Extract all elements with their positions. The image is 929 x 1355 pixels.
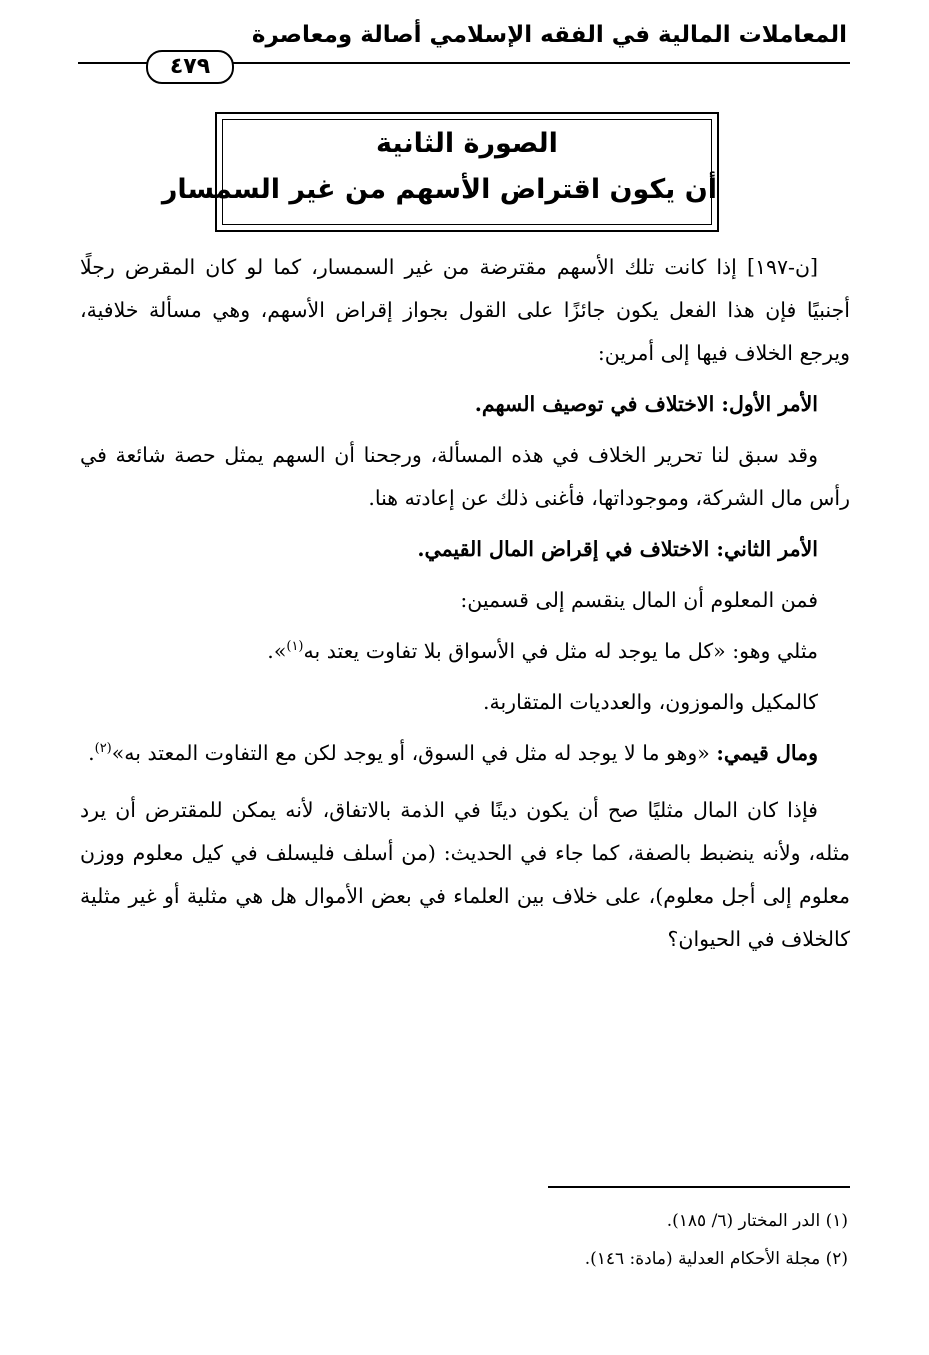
nonfungible-label: ومال قيمي: bbox=[716, 741, 818, 765]
fungible-definition-text: مثلي وهو: «كل ما يوجد له مثل في الأسواق بلا تفاوت يعتد به bbox=[303, 639, 818, 663]
nonfungible-definition-text: «وهو ما لا يوجد له مثل في السوق، أو يوجد لكن مع التفاوت المعتد به» bbox=[111, 741, 717, 765]
second-matter-heading: الأمر الثاني: الاختلاف في إقراض المال القيمي. bbox=[417, 537, 818, 561]
body-text bbox=[80, 246, 850, 961]
paragraph-share-description: وقد سبق لنا تحرير الخلاف في هذه المسألة، ورجحنا أن السهم يمثل حصة شائعة في رأس مال الشركة، وموجوداتها، فأغنى ذلك عن إعادته هنا. bbox=[80, 443, 850, 510]
paragraph-fungible-examples: كالمكيل والموزون، والعدديات المتقاربة. bbox=[482, 690, 818, 714]
page-number: ٤٧٩ bbox=[146, 50, 234, 84]
paragraph-nonfungible-definition bbox=[80, 732, 850, 775]
fungible-definition-end: ». bbox=[267, 639, 287, 663]
section-heading-subtitle: أن يكون اقتراض الأسهم من غير السمسار bbox=[161, 174, 717, 205]
paragraph-division: فمن المعلوم أن المال ينقسم إلى قسمين: bbox=[460, 588, 818, 612]
running-title: المعاملات المالية في الفقه الإسلامي أصالة ومعاصرة bbox=[251, 22, 847, 48]
paragraph-fungible-definition bbox=[80, 630, 850, 673]
section-heading-title: الصورة الثانية bbox=[376, 128, 558, 159]
footnote-separator bbox=[548, 1186, 850, 1188]
footnote-ref-1: (١) bbox=[286, 639, 304, 655]
footnotes bbox=[300, 1202, 848, 1278]
section-heading-frame bbox=[161, 112, 719, 232]
footnote-ref-2: (٢) bbox=[94, 741, 112, 757]
first-matter-heading: الأمر الأول: الاختلاف في توصيف السهم. bbox=[474, 392, 818, 416]
nonfungible-definition-end: . bbox=[88, 741, 95, 765]
paragraph-intro: [ن-١٩٧] إذا كانت تلك الأسهم مقترضة من غير السمسار، كما لو كان المقرض رجلًا أجنبيًا فإن هذا الفعل يكون جائزًا على القول بجواز إقراض الأسهم، وهي مسألة خلافية، ويرجع الخلاف فيها إلى أمرين: bbox=[80, 255, 850, 365]
footnote-1: (١) الدر المختار (٦/ ١٨٥). bbox=[666, 1211, 848, 1231]
footnote-2: (٢) مجلة الأحكام العدلية (مادة: ١٤٦). bbox=[584, 1249, 848, 1269]
paragraph-loan-ruling: فإذا كان المال مثليًا صح أن يكون دينًا في الذمة بالاتفاق، لأنه يمكن للمقترض أن يرد مثله، ولأنه ينضبط بالصفة، كما جاء في الحديث: (من أسلف فليسلف في كيل معلوم ووزن معلوم إلى أجل معلوم)، على خلاف بين العلماء في بعض الأموال هل هي مثلية أو غير مثلية كالخلاف في الحيوان؟ bbox=[80, 798, 850, 951]
